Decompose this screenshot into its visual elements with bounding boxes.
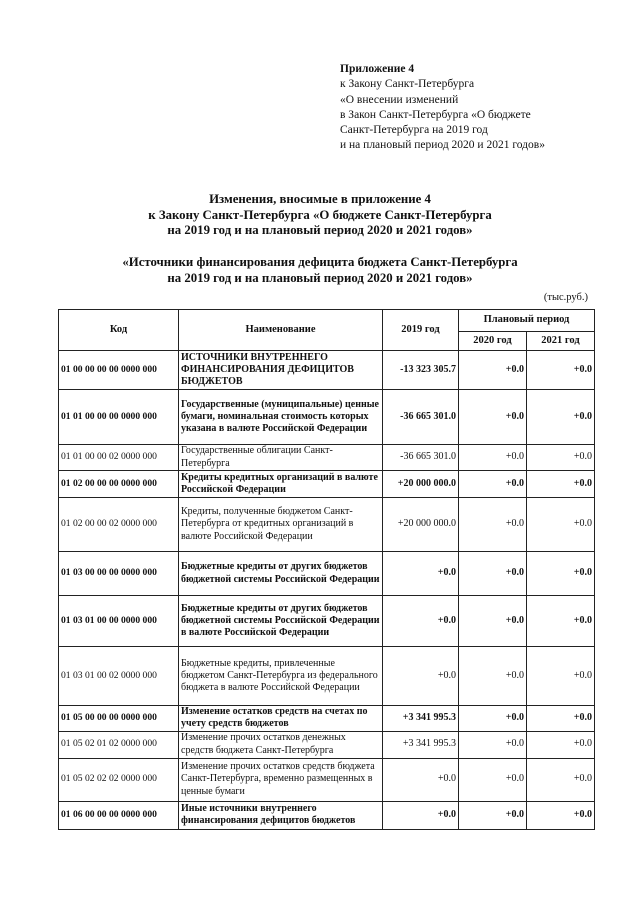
- row-code: 01 05 02 01 02 0000 000: [59, 731, 179, 758]
- value-2019: -36 665 301.0: [383, 390, 459, 445]
- heading-line: на 2019 год и на плановый период 2020 и 2021 годов»: [167, 223, 473, 237]
- value-2020: +0.0: [459, 731, 527, 758]
- row-name: ИСТОЧНИКИ ВНУТРЕННЕГО ФИНАНСИРОВАНИЯ ДЕФИЦИТОВ БЮДЖЕТОВ: [179, 351, 383, 390]
- value-2020: +0.0: [459, 445, 527, 471]
- value-2021: +0.0: [527, 758, 595, 801]
- table-row: [59, 731, 595, 758]
- row-name: Изменение остатков средств на счетах по учету средств бюджетов: [179, 706, 383, 732]
- table-row: [59, 445, 595, 471]
- value-2020: +0.0: [459, 351, 527, 390]
- value-2020: +0.0: [459, 758, 527, 801]
- value-2019: +0.0: [383, 758, 459, 801]
- table-row: [59, 552, 595, 596]
- appendix-line: и на плановый период 2020 и 2021 годов»: [340, 139, 545, 152]
- value-2019: +0.0: [383, 801, 459, 829]
- row-name: Бюджетные кредиты от других бюджетов бюджетной системы Российской Федерации: [179, 552, 383, 596]
- row-name: Кредиты, полученные бюджетом Санкт-Петербурга от кредитных организаций в валюте Российской Федерации: [179, 498, 383, 552]
- value-2021: +0.0: [527, 552, 595, 596]
- row-code: 01 02 00 00 02 0000 000: [59, 498, 179, 552]
- row-code: 01 01 00 00 00 0000 000: [59, 390, 179, 445]
- row-name: Бюджетные кредиты от других бюджетов бюджетной системы Российской Федерации в валюте Российской Федерации: [179, 596, 383, 647]
- heading-line: на 2019 год и на плановый период 2020 и 2021 годов»: [167, 270, 473, 285]
- financing-sources-table: [58, 309, 595, 830]
- value-2019: +20 000 000.0: [383, 498, 459, 552]
- table-row: [59, 706, 595, 732]
- value-2019: +20 000 000.0: [383, 471, 459, 498]
- appendix-line: «О внесении изменений: [340, 93, 459, 106]
- value-2021: +0.0: [527, 390, 595, 445]
- value-2021: +0.0: [527, 647, 595, 706]
- row-name: Иные источники внутреннего финансирования дефицитов бюджетов: [179, 801, 383, 829]
- row-code: 01 01 00 00 02 0000 000: [59, 445, 179, 471]
- appendix-title: Приложение 4: [340, 63, 415, 75]
- value-2021: +0.0: [527, 445, 595, 471]
- table-heading: [0, 255, 640, 286]
- row-code: 01 03 01 00 00 0000 000: [59, 596, 179, 647]
- value-2021: +0.0: [527, 498, 595, 552]
- value-2020: +0.0: [459, 471, 527, 498]
- row-name: Кредиты кредитных организаций в валюте Российской Федерации: [179, 471, 383, 498]
- value-2021: +0.0: [527, 706, 595, 732]
- value-2020: +0.0: [459, 801, 527, 829]
- heading-line: Изменения, вносимые в приложение 4: [209, 192, 431, 206]
- value-2021: +0.0: [527, 801, 595, 829]
- row-code: 01 03 00 00 00 0000 000: [59, 552, 179, 596]
- row-name: Изменение прочих остатков средств бюджета Санкт-Петербурга, временно размещенных в ценные бумаги: [179, 758, 383, 801]
- appendix-line: в Закон Санкт-Петербурга «О бюджете: [340, 108, 531, 121]
- table-row: [59, 351, 595, 390]
- row-name: Государственные (муниципальные) ценные бумаги, номинальная стоимость которых указана в валюте Российской Федерации: [179, 390, 383, 445]
- row-code: 01 03 01 00 02 0000 000: [59, 647, 179, 706]
- value-2020: +0.0: [459, 596, 527, 647]
- table-row: [59, 647, 595, 706]
- heading-line: «Источники финансирования дефицита бюджета Санкт-Петербурга: [122, 255, 518, 269]
- header-2021: 2021 год: [527, 332, 595, 351]
- table-row: [59, 801, 595, 829]
- value-2021: +0.0: [527, 471, 595, 498]
- table-row: [59, 596, 595, 647]
- row-code: 01 05 02 02 02 0000 000: [59, 758, 179, 801]
- value-2021: +0.0: [527, 731, 595, 758]
- value-2020: +0.0: [459, 647, 527, 706]
- row-code: 01 02 00 00 00 0000 000: [59, 471, 179, 498]
- value-2019: +3 341 995.3: [383, 706, 459, 732]
- value-2020: +0.0: [459, 552, 527, 596]
- header-name: Наименование: [179, 310, 383, 351]
- value-2019: -36 665 301.0: [383, 445, 459, 471]
- document-heading: [0, 192, 640, 239]
- row-name: Изменение прочих остатков денежных средств бюджета Санкт-Петербурга: [179, 731, 383, 758]
- header-2019: 2019 год: [383, 310, 459, 351]
- value-2019: -13 323 305.7: [383, 351, 459, 390]
- value-2019: +3 341 995.3: [383, 731, 459, 758]
- header-code: Код: [59, 310, 179, 351]
- row-code: 01 00 00 00 00 0000 000: [59, 351, 179, 390]
- table-row: [59, 390, 595, 445]
- value-2021: +0.0: [527, 596, 595, 647]
- value-2020: +0.0: [459, 498, 527, 552]
- appendix-line: к Закону Санкт-Петербурга: [340, 78, 475, 91]
- table-row: [59, 498, 595, 552]
- value-2021: +0.0: [527, 351, 595, 390]
- value-2019: +0.0: [383, 596, 459, 647]
- row-name: Бюджетные кредиты, привлеченные бюджетом Санкт-Петербурга из федерального бюджета в валюте Российской Федерации: [179, 647, 383, 706]
- value-2019: +0.0: [383, 647, 459, 706]
- row-code: 01 05 00 00 00 0000 000: [59, 706, 179, 732]
- value-2020: +0.0: [459, 706, 527, 732]
- header-2020: 2020 год: [459, 332, 527, 351]
- appendix-reference: [340, 62, 545, 154]
- row-name: Государственные облигации Санкт-Петербурга: [179, 445, 383, 471]
- heading-line: к Закону Санкт-Петербурга «О бюджете Санкт-Петербурга: [148, 207, 492, 222]
- row-code: 01 06 00 00 00 0000 000: [59, 801, 179, 829]
- appendix-line: Санкт-Петербурга на 2019 год: [340, 124, 488, 137]
- header-planned-period: Плановый период: [459, 310, 595, 332]
- table-row: [59, 471, 595, 498]
- unit-label: (тыс.руб.): [543, 292, 588, 303]
- value-2020: +0.0: [459, 390, 527, 445]
- table-row: [59, 758, 595, 801]
- value-2019: +0.0: [383, 552, 459, 596]
